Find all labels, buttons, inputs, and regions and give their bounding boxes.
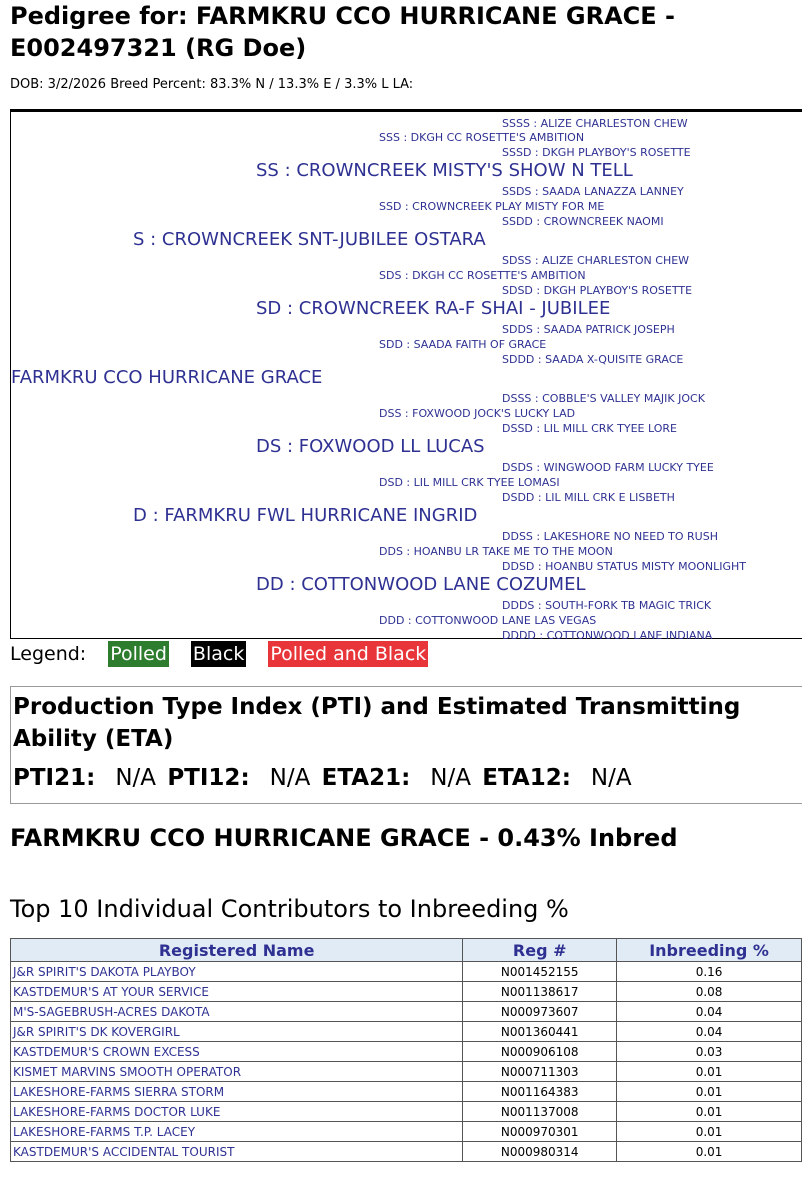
page-title: Pedigree for: FARMKRU CCO HURRICANE GRACE - E002497321 (RG Doe) xyxy=(10,2,675,62)
eta21-value: N/A xyxy=(430,765,471,791)
table-row xyxy=(11,1142,802,1162)
table-row xyxy=(11,982,802,1002)
dob-breed-line: DOB: 3/2/2026 Breed Percent: 83.3% N / 13.3% E / 3.3% L LA: xyxy=(10,77,414,92)
inbreeding-percent-cell: 0.08 xyxy=(617,982,802,1002)
table-row xyxy=(11,1002,802,1022)
pedigree-dd[interactable]: DD : COTTONWOOD LANE COZUMEL xyxy=(256,574,586,595)
pedigree-ds[interactable]: DS : FOXWOOD LL LUCAS xyxy=(256,436,485,457)
pedigree-ssdd[interactable]: SSDD : CROWNCREEK NAOMI xyxy=(502,215,664,228)
reg-number-cell: N001452155 xyxy=(463,962,617,982)
reg-number-cell: N001360441 xyxy=(463,1022,617,1042)
inbreeding-percent-cell: 0.16 xyxy=(617,962,802,982)
reg-number-cell: N000973607 xyxy=(463,1002,617,1022)
registered-name-cell[interactable]: M'S-SAGEBRUSH-ACRES DAKOTA xyxy=(11,1002,463,1022)
pti-heading: Production Type Index (PTI) and Estimated Transmitting Ability (ETA) xyxy=(13,694,741,752)
table-row xyxy=(11,1082,802,1102)
pedigree-ssss[interactable]: SSSS : ALIZE CHARLESTON CHEW xyxy=(502,117,688,130)
column-header-reg-number: Reg # xyxy=(463,939,617,962)
table-row xyxy=(11,1022,802,1042)
pedigree-ddd[interactable]: DDD : COTTONWOOD LANE LAS VEGAS xyxy=(379,614,597,627)
inbreeding-percent-cell: 0.03 xyxy=(617,1042,802,1062)
registered-name-cell[interactable]: KASTDEMUR'S AT YOUR SERVICE xyxy=(11,982,463,1002)
inbreeding-percent-cell: 0.01 xyxy=(617,1102,802,1122)
legend-label: Legend: xyxy=(10,643,87,665)
reg-number-cell: N001138617 xyxy=(463,982,617,1002)
table-row xyxy=(11,1042,802,1062)
pedigree-d[interactable]: D : FARMKRU FWL HURRICANE INGRID xyxy=(133,505,478,526)
pedigree-sdss[interactable]: SDSS : ALIZE CHARLESTON CHEW xyxy=(502,254,690,267)
inbreeding-percent-cell: 0.04 xyxy=(617,1022,802,1042)
inbreeding-contributors-table xyxy=(10,938,802,1162)
column-header-registered-name: Registered Name xyxy=(11,939,463,962)
registered-name-cell[interactable]: KISMET MARVINS SMOOTH OPERATOR xyxy=(11,1062,463,1082)
table-row xyxy=(11,962,802,982)
pedigree-ss[interactable]: SS : CROWNCREEK MISTY'S SHOW N TELL xyxy=(256,160,633,181)
pti21-label: PTI21: xyxy=(13,765,96,791)
pti-eta-panel xyxy=(10,686,802,804)
pti12-value: N/A xyxy=(269,765,311,791)
pedigree-sssd[interactable]: SSSD : DKGH PLAYBOY'S ROSETTE xyxy=(502,146,691,159)
registered-name-cell[interactable]: KASTDEMUR'S ACCIDENTAL TOURIST xyxy=(11,1142,463,1162)
pedigree-s[interactable]: S : CROWNCREEK SNT-JUBILEE OSTARA xyxy=(133,229,486,250)
reg-number-cell: N001137008 xyxy=(463,1102,617,1122)
pedigree-sddd[interactable]: SDDD : SAADA X-QUISITE GRACE xyxy=(502,353,684,366)
pedigree-animal[interactable]: FARMKRU CCO HURRICANE GRACE xyxy=(11,367,323,388)
pedigree-ddsd[interactable]: DDSD : HOANBU STATUS MISTY MOONLIGHT xyxy=(502,560,747,573)
inbreeding-percent-cell: 0.04 xyxy=(617,1002,802,1022)
reg-number-cell: N000906108 xyxy=(463,1042,617,1062)
eta12-label: ETA12: xyxy=(482,765,571,791)
pedigree-sdd[interactable]: SDD : SAADA FAITH OF GRACE xyxy=(379,338,547,351)
top10-heading: Top 10 Individual Contributors to Inbreeding % xyxy=(10,895,569,923)
inbreeding-percent-cell: 0.01 xyxy=(617,1122,802,1142)
table-row xyxy=(11,1122,802,1142)
pedigree-dddd[interactable]: DDDD : COTTONWOOD LANE INDIANA xyxy=(502,629,713,642)
table-header-row xyxy=(11,939,802,962)
pedigree-dsd[interactable]: DSD : LIL MILL CRK TYEE LOMASI xyxy=(379,476,560,489)
registered-name-cell[interactable]: KASTDEMUR'S CROWN EXCESS xyxy=(11,1042,463,1062)
table-row xyxy=(11,1062,802,1082)
pedigree-sd[interactable]: SD : CROWNCREEK RA-F SHAI - JUBILEE xyxy=(256,298,611,319)
table-row xyxy=(11,1102,802,1122)
inbreeding-summary: FARMKRU CCO HURRICANE GRACE - 0.43% Inbred xyxy=(10,824,678,852)
reg-number-cell: N000970301 xyxy=(463,1122,617,1142)
legend xyxy=(10,641,450,667)
pti12-label: PTI12: xyxy=(167,765,250,791)
pedigree-dsdd[interactable]: DSDD : LIL MILL CRK E LISBETH xyxy=(502,491,675,504)
pedigree-tree xyxy=(10,109,802,642)
reg-number-cell: N001164383 xyxy=(463,1082,617,1102)
registered-name-cell[interactable]: LAKESHORE-FARMS DOCTOR LUKE xyxy=(11,1102,463,1122)
pedigree-ddds[interactable]: DDDS : SOUTH-FORK TB MAGIC TRICK xyxy=(502,599,712,612)
registered-name-cell[interactable]: J&R SPIRIT'S DK KOVERGIRL xyxy=(11,1022,463,1042)
pedigree-dssd[interactable]: DSSD : LIL MILL CRK TYEE LORE xyxy=(502,422,677,435)
pedigree-dss[interactable]: DSS : FOXWOOD JOCK'S LUCKY LAD xyxy=(379,407,576,420)
pedigree-dds[interactable]: DDS : HOANBU LR TAKE ME TO THE MOON xyxy=(379,545,613,558)
reg-number-cell: N000711303 xyxy=(463,1062,617,1082)
pedigree-sdds[interactable]: SDDS : SAADA PATRICK JOSEPH xyxy=(502,323,675,336)
pedigree-dsss[interactable]: DSSS : COBBLE'S VALLEY MAJIK JOCK xyxy=(502,392,705,405)
pedigree-dsds[interactable]: DSDS : WINGWOOD FARM LUCKY TYEE xyxy=(502,461,714,474)
eta12-value: N/A xyxy=(590,765,632,791)
pedigree-ssd[interactable]: SSD : CROWNCREEK PLAY MISTY FOR ME xyxy=(379,200,605,213)
pedigree-ddss[interactable]: DDSS : LAKESHORE NO NEED TO RUSH xyxy=(502,530,718,543)
inbreeding-percent-cell: 0.01 xyxy=(617,1062,802,1082)
inbreeding-percent-cell: 0.01 xyxy=(617,1082,802,1102)
legend-black: Black xyxy=(192,643,245,665)
column-header-inbreeding-percent: Inbreeding % xyxy=(617,939,802,962)
legend-polled-and-black: Polled and Black xyxy=(270,643,427,665)
pedigree-ssds[interactable]: SSDS : SAADA LANAZZA LANNEY xyxy=(502,185,684,198)
registered-name-cell[interactable]: LAKESHORE-FARMS SIERRA STORM xyxy=(11,1082,463,1102)
legend-polled: Polled xyxy=(110,643,167,665)
pedigree-sss[interactable]: SSS : DKGH CC ROSETTE'S AMBITION xyxy=(379,131,585,144)
inbreeding-percent-cell: 0.01 xyxy=(617,1142,802,1162)
pedigree-sds[interactable]: SDS : DKGH CC ROSETTE'S AMBITION xyxy=(379,269,586,282)
eta21-label: ETA21: xyxy=(321,765,411,791)
registered-name-cell[interactable]: J&R SPIRIT'S DAKOTA PLAYBOY xyxy=(11,962,463,982)
pedigree-sdsd[interactable]: SDSD : DKGH PLAYBOY'S ROSETTE xyxy=(502,284,693,297)
registered-name-cell[interactable]: LAKESHORE-FARMS T.P. LACEY xyxy=(11,1122,463,1142)
reg-number-cell: N000980314 xyxy=(463,1142,617,1162)
pti-values-row xyxy=(13,765,800,791)
pti21-value: N/A xyxy=(115,765,157,791)
